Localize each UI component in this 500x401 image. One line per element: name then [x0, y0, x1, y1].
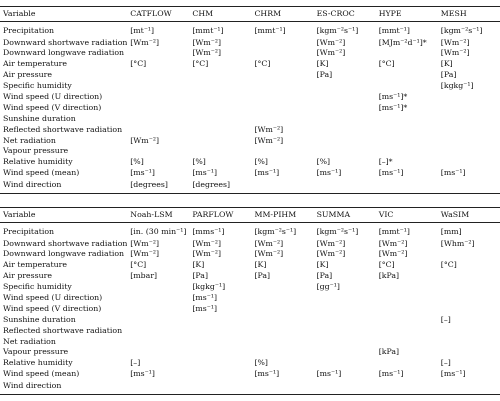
unit-cell — [376, 70, 438, 81]
unit-cell: [Wm⁻²] — [130, 249, 159, 259]
unit-cell — [127, 70, 189, 81]
unit-cell: [°C] — [130, 260, 147, 270]
column-header-model: WaSIM — [438, 208, 500, 223]
unit-cell — [251, 303, 313, 314]
unit-cell: [kgm⁻²s⁻¹] — [254, 227, 297, 237]
variable-name-cell: Air pressure — [3, 70, 53, 80]
table-row — [0, 146, 500, 157]
unit-cell — [314, 91, 376, 102]
unit-cell: [mmt⁻¹] — [192, 26, 224, 36]
unit-cell — [438, 249, 500, 260]
table-row — [0, 303, 500, 314]
column-header-model: VIC — [376, 208, 438, 223]
unit-cell — [189, 102, 251, 113]
unit-cell: [ms⁻¹] — [316, 168, 342, 178]
unit-cell — [251, 81, 313, 92]
unit-cell: [Wm⁻²] — [316, 249, 346, 259]
unit-cell: [Whm⁻²] — [440, 238, 475, 248]
unit-cell: [Wm⁻²] — [316, 48, 346, 58]
variable-name-cell: Specific humidity — [3, 81, 72, 91]
unit-cell — [376, 325, 438, 336]
unit-cell: [Pa] — [316, 70, 333, 80]
column-header-model: MM-PIHM — [251, 208, 313, 223]
unit-cell: [Wm⁻²] — [254, 238, 284, 248]
unit-cell — [438, 380, 500, 395]
unit-cell — [127, 113, 189, 124]
table-row — [0, 238, 500, 249]
table-row — [0, 369, 500, 380]
unit-cell — [189, 146, 251, 157]
unit-cell: [kgm⁻²s⁻¹] — [316, 227, 359, 237]
unit-cell — [438, 113, 500, 124]
unit-cell — [376, 135, 438, 146]
column-header-model: CHM — [189, 7, 251, 22]
column-header-model: PARFLOW — [189, 208, 251, 223]
table-row — [0, 292, 500, 303]
variable-name-cell: Wind speed (U direction) — [3, 92, 103, 101]
unit-cell — [438, 179, 500, 194]
unit-cell: [Wm⁻²] — [378, 249, 408, 259]
unit-cell: [kgm⁻²s⁻¹] — [440, 26, 483, 36]
table-row — [0, 48, 500, 59]
unit-cell: [Pa] — [254, 271, 271, 281]
units-table-bottom — [0, 207, 500, 395]
unit-cell — [189, 347, 251, 358]
unit-cell: [ms⁻¹] — [316, 369, 342, 379]
variable-name-cell: Reflected shortwave radiation — [3, 124, 123, 134]
unit-cell: [mmt⁻¹] — [378, 227, 410, 237]
table-row — [0, 271, 500, 282]
unit-cell — [127, 124, 189, 135]
unit-cell: [kgkg⁻¹] — [440, 81, 474, 91]
unit-cell — [251, 91, 313, 102]
table-row — [0, 59, 500, 70]
unit-cell: [ms⁻¹] — [254, 168, 280, 178]
variable-name-cell: Wind speed (V direction) — [3, 102, 102, 112]
unit-cell — [127, 303, 189, 314]
unit-cell — [438, 135, 500, 146]
unit-cell — [189, 380, 251, 395]
unit-cell: [Wm⁻²] — [440, 37, 470, 47]
unit-cell — [189, 81, 251, 92]
table-row — [0, 347, 500, 358]
unit-cell: [ms⁻¹] — [254, 369, 280, 379]
variable-name-cell: Downward shortwave radiation — [3, 37, 128, 47]
unit-cell: [ms⁻¹] — [192, 303, 218, 313]
variable-name-cell: Wind speed (V direction) — [3, 303, 102, 313]
unit-cell — [438, 102, 500, 113]
unit-cell: [ms⁻¹] — [440, 369, 466, 379]
unit-cell: [kgm⁻²s⁻¹] — [316, 26, 359, 36]
unit-cell — [376, 358, 438, 369]
unit-cell — [127, 146, 189, 157]
unit-cell — [251, 314, 313, 325]
unit-cell: [K] — [192, 260, 205, 270]
table-row — [0, 336, 500, 347]
unit-cell — [376, 282, 438, 293]
unit-cell — [251, 102, 313, 113]
unit-cell — [314, 292, 376, 303]
variable-name-cell: Downward longwave radiation — [3, 249, 125, 259]
variable-name-cell: Net radiation — [3, 336, 56, 346]
unit-cell — [314, 358, 376, 369]
variable-name-cell: Sunshine duration — [3, 113, 76, 123]
unit-cell — [189, 369, 251, 380]
unit-cell: [mmt⁻¹] — [378, 26, 410, 36]
variable-name-cell: Wind speed (mean) — [3, 168, 80, 178]
unit-cell: [K] — [254, 260, 267, 270]
unit-cell — [438, 303, 500, 314]
table-row — [0, 124, 500, 135]
unit-cell: [%] — [254, 157, 268, 167]
unit-cell — [127, 380, 189, 395]
unit-cell: [in. (30 min⁻¹] — [130, 227, 187, 237]
unit-cell — [251, 380, 313, 395]
table-header-row — [0, 208, 500, 223]
unit-cell: [°C] — [378, 260, 395, 270]
unit-cell: [Pa] — [316, 271, 333, 281]
unit-cell — [438, 157, 500, 168]
unit-cell: [%] — [192, 157, 206, 167]
table-row — [0, 113, 500, 124]
unit-cell — [376, 303, 438, 314]
unit-cell — [438, 124, 500, 135]
unit-cell — [189, 91, 251, 102]
table-row — [0, 157, 500, 168]
unit-cell: [Wm⁻²] — [254, 124, 284, 134]
table-row — [0, 282, 500, 293]
unit-cell: [Pa] — [440, 70, 457, 80]
unit-cell — [251, 325, 313, 336]
unit-cell — [314, 314, 376, 325]
unit-cell: [ms⁻¹] — [378, 369, 404, 379]
table-row — [0, 81, 500, 92]
unit-cell — [314, 303, 376, 314]
unit-cell: [kgkg⁻¹] — [192, 282, 226, 292]
unit-cell — [314, 347, 376, 358]
unit-cell: [°C] — [378, 59, 395, 69]
column-header-variable: Variable — [0, 208, 127, 223]
unit-cell: [ms⁻¹] — [130, 168, 155, 178]
column-header-variable: Variable — [0, 7, 127, 22]
unit-cell — [438, 347, 500, 358]
unit-cell — [314, 179, 376, 194]
unit-cell: [kPa] — [378, 347, 400, 357]
unit-cell — [438, 91, 500, 102]
variable-name-cell: Vapour pressure — [3, 146, 69, 156]
unit-cell: [–] — [440, 314, 451, 324]
unit-cell: [Wm⁻²] — [254, 135, 284, 145]
unit-cell — [251, 113, 313, 124]
unit-cell: [MJm⁻²d⁻¹]* — [378, 37, 427, 47]
unit-cell — [251, 146, 313, 157]
unit-cell: [K] — [316, 59, 329, 69]
unit-cell — [189, 336, 251, 347]
unit-cell — [127, 325, 189, 336]
unit-cell: [Wm⁻²] — [192, 249, 222, 259]
variable-name-cell: Precipitation — [3, 227, 55, 237]
unit-cell — [376, 292, 438, 303]
unit-cell: [K] — [440, 59, 453, 69]
unit-cell: [mt⁻¹] — [130, 26, 155, 36]
table-row — [0, 223, 500, 239]
unit-cell — [438, 271, 500, 282]
column-header-model: Noah-LSM — [127, 208, 189, 223]
unit-cell: [Wm⁻²] — [192, 37, 222, 47]
table-header-row — [0, 7, 500, 22]
unit-cell: [Wm⁻²] — [130, 135, 159, 145]
variable-name-cell: Downward longwave radiation — [3, 48, 125, 58]
unit-cell: [degrees] — [127, 179, 189, 194]
unit-cell — [314, 325, 376, 336]
variable-name-cell: Air pressure — [3, 271, 53, 281]
unit-cell — [127, 91, 189, 102]
unit-cell: [gg⁻¹] — [316, 282, 340, 292]
unit-cell — [189, 135, 251, 146]
unit-cell — [376, 179, 438, 194]
variable-name-cell: Wind direction — [0, 179, 127, 194]
variable-name-cell: Wind speed (mean) — [3, 369, 80, 379]
table-row — [0, 325, 500, 336]
unit-cell: [ms⁻¹] — [192, 293, 218, 302]
unit-cell — [189, 113, 251, 124]
unit-cell — [251, 292, 313, 303]
unit-cell: [Pa] — [192, 271, 208, 281]
unit-cell — [314, 81, 376, 92]
variable-name-cell: Sunshine duration — [3, 314, 76, 324]
table-row — [0, 314, 500, 325]
unit-cell — [127, 292, 189, 303]
unit-cell: [°C] — [440, 260, 457, 270]
unit-cell: [ms⁻¹] — [130, 369, 155, 379]
unit-cell: [Wm⁻²] — [440, 48, 470, 58]
variable-name-cell: Reflected shortwave radiation — [3, 325, 123, 335]
unit-cell — [127, 48, 189, 59]
unit-cell — [376, 146, 438, 157]
unit-cell — [251, 336, 313, 347]
unit-cell — [189, 124, 251, 135]
unit-cell: [%] — [254, 358, 268, 368]
unit-cell: [Wm⁻²] — [254, 249, 284, 259]
unit-cell: [–] — [440, 358, 451, 368]
variable-name-cell: Wind speed (U direction) — [3, 293, 103, 302]
unit-cell: [ms⁻¹] — [440, 168, 466, 178]
unit-cell — [376, 314, 438, 325]
unit-cell — [376, 48, 438, 59]
column-header-model: MESH — [438, 7, 500, 22]
unit-cell — [127, 336, 189, 347]
unit-cell — [314, 135, 376, 146]
unit-cell — [189, 314, 251, 325]
unit-cell — [314, 336, 376, 347]
unit-cell — [127, 81, 189, 92]
unit-cell — [127, 347, 189, 358]
column-header-model: HYPE — [376, 7, 438, 22]
unit-cell: [Wm⁻²] — [192, 48, 222, 58]
unit-cell: [Wm⁻²] — [378, 238, 408, 248]
column-header-model: ES-CROC — [314, 7, 376, 22]
unit-cell — [438, 336, 500, 347]
table-row — [0, 358, 500, 369]
unit-cell — [127, 102, 189, 113]
unit-cell: [–]* — [378, 157, 393, 167]
unit-cell — [251, 37, 313, 48]
unit-cell — [189, 325, 251, 336]
table-row — [0, 135, 500, 146]
unit-cell: [mmt⁻¹] — [254, 26, 286, 36]
unit-cell: [mms⁻¹] — [192, 227, 225, 237]
variable-name-cell: Specific humidity — [3, 282, 72, 292]
unit-cell — [251, 48, 313, 59]
unit-cell: [–] — [130, 358, 141, 368]
unit-cell — [438, 325, 500, 336]
unit-cell: [%] — [130, 157, 144, 167]
unit-cell — [376, 81, 438, 92]
variable-name-cell: Air temperature — [3, 260, 67, 270]
unit-cell: [°C] — [192, 59, 209, 69]
unit-cell — [314, 146, 376, 157]
unit-cell — [376, 380, 438, 395]
table-row — [0, 70, 500, 81]
unit-cell: [°C] — [254, 59, 271, 69]
variable-name-cell: Downward shortwave radiation — [3, 238, 128, 248]
unit-cell — [438, 146, 500, 157]
column-header-model: CHRM — [251, 7, 313, 22]
unit-cell: [ms⁻¹] — [378, 168, 404, 178]
unit-cell: [degrees] — [189, 179, 251, 194]
unit-cell: [ms⁻¹]* — [378, 92, 408, 101]
unit-cell: [ms⁻¹]* — [378, 102, 408, 112]
unit-cell: [Wm⁻²] — [316, 37, 346, 47]
variable-name-cell: Air temperature — [3, 59, 67, 69]
unit-cell — [251, 70, 313, 81]
table-row — [0, 37, 500, 48]
variable-name-cell: Net radiation — [3, 135, 56, 145]
unit-cell — [314, 380, 376, 395]
unit-cell — [314, 124, 376, 135]
unit-cell — [127, 282, 189, 293]
table-row — [0, 260, 500, 271]
unit-cell: [kPa] — [378, 271, 400, 281]
units-table-top — [0, 6, 500, 194]
unit-cell — [127, 314, 189, 325]
unit-cell: [Wm⁻²] — [316, 238, 346, 248]
variable-name-cell: Precipitation — [3, 26, 55, 36]
unit-cell — [376, 113, 438, 124]
variable-name-cell: Relative humidity — [3, 358, 73, 368]
table-row — [0, 91, 500, 102]
unit-cell: [mm] — [440, 227, 462, 237]
unit-cell: [Wm⁻²] — [192, 238, 222, 248]
column-header-model: SUMMA — [314, 208, 376, 223]
unit-cell — [251, 179, 313, 194]
table-row — [0, 168, 500, 179]
unit-cell: [Wm⁻²] — [130, 238, 159, 248]
column-header-model: CATFLOW — [127, 7, 189, 22]
unit-cell: [K] — [316, 260, 329, 270]
table-row — [0, 380, 500, 395]
variable-name-cell: Relative humidity — [3, 157, 73, 167]
unit-cell: [°C] — [130, 59, 147, 69]
table-row — [0, 249, 500, 260]
unit-cell — [314, 102, 376, 113]
variable-name-cell: Wind direction — [0, 380, 127, 395]
unit-cell — [438, 292, 500, 303]
unit-cell: [%] — [316, 157, 331, 167]
unit-cell — [438, 282, 500, 293]
unit-cell: [mbar] — [130, 271, 158, 281]
unit-cell — [189, 358, 251, 369]
table-row — [0, 102, 500, 113]
unit-cell — [314, 113, 376, 124]
unit-cell — [376, 124, 438, 135]
unit-cell — [189, 70, 251, 81]
unit-cell — [376, 336, 438, 347]
table-row — [0, 22, 500, 38]
unit-cell — [251, 282, 313, 293]
table-row — [0, 179, 500, 194]
unit-cell: [ms⁻¹] — [192, 168, 218, 178]
unit-cell — [251, 347, 313, 358]
variable-name-cell: Vapour pressure — [3, 347, 69, 357]
unit-cell: [Wm⁻²] — [130, 37, 159, 47]
